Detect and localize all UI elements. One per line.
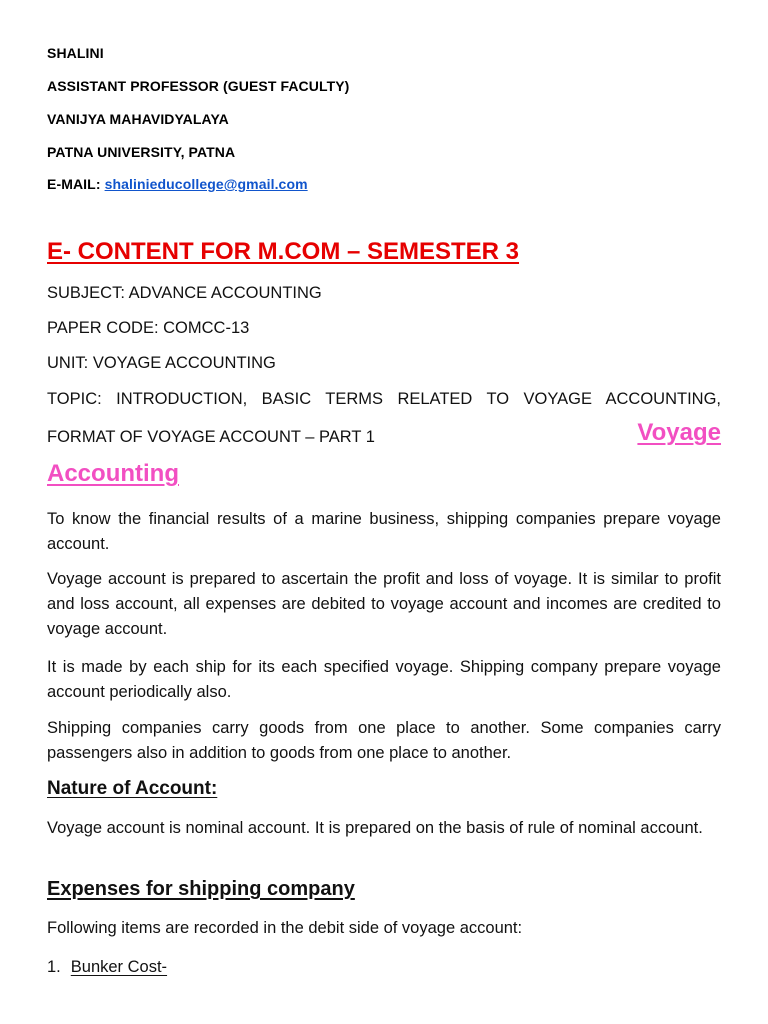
- email-label: E-MAIL:: [47, 176, 101, 192]
- author-university: PATNA UNIVERSITY, PATNA: [47, 144, 236, 160]
- topic-line-1: TOPIC: INTRODUCTION, BASIC TERMS RELATED TO VOYAGE ACCOUNTING,: [47, 390, 721, 408]
- email-link[interactable]: shalinieducollege@gmail.com: [104, 176, 308, 192]
- expenses-heading: Expenses for shipping company: [47, 878, 355, 900]
- subject-line: SUBJECT: ADVANCE ACCOUNTING: [47, 284, 322, 302]
- unit-line: UNIT: VOYAGE ACCOUNTING: [47, 354, 276, 372]
- list-item-label: Bunker Cost-: [70, 958, 168, 976]
- section-heading-word-2: Accounting: [47, 460, 179, 487]
- author-college: VANIJYA MAHAVIDYALAYA: [47, 111, 229, 127]
- author-email-row: [47, 176, 308, 192]
- nature-heading: Nature of Account:: [47, 778, 218, 799]
- list-item: [47, 958, 167, 977]
- paragraph-periodic: It is made by each ship for its each specified voyage. Shipping company prepare voyage account periodically also.: [47, 658, 721, 701]
- nature-paragraph: Voyage account is nominal account. It is prepared on the basis of rule of nominal account.: [47, 819, 703, 837]
- expenses-intro: Following items are recorded in the debit side of voyage account:: [47, 919, 523, 937]
- paper-code-line: PAPER CODE: COMCC-13: [47, 319, 250, 337]
- section-heading-word-1: Voyage: [637, 419, 721, 446]
- author-name: SHALINI: [47, 45, 104, 61]
- list-item-number: 1.: [47, 958, 61, 976]
- paragraph-purpose: Voyage account is prepared to ascertain the profit and loss of voyage. It is similar to profit and loss account, all expenses are debited to voyage account and incomes are credited to voyage account.: [47, 570, 721, 638]
- page-title: E- CONTENT FOR M.COM – SEMESTER 3: [47, 238, 520, 265]
- paragraph-carriage: Shipping companies carry goods from one place to another. Some companies carry passengers also in addition to goods from one place to another.: [47, 719, 721, 762]
- topic-line-2: FORMAT OF VOYAGE ACCOUNT – PART 1: [47, 428, 375, 446]
- paragraph-intro: To know the financial results of a marine business, shipping companies prepare voyage account.: [47, 510, 721, 553]
- author-designation: ASSISTANT PROFESSOR (GUEST FACULTY): [47, 78, 350, 94]
